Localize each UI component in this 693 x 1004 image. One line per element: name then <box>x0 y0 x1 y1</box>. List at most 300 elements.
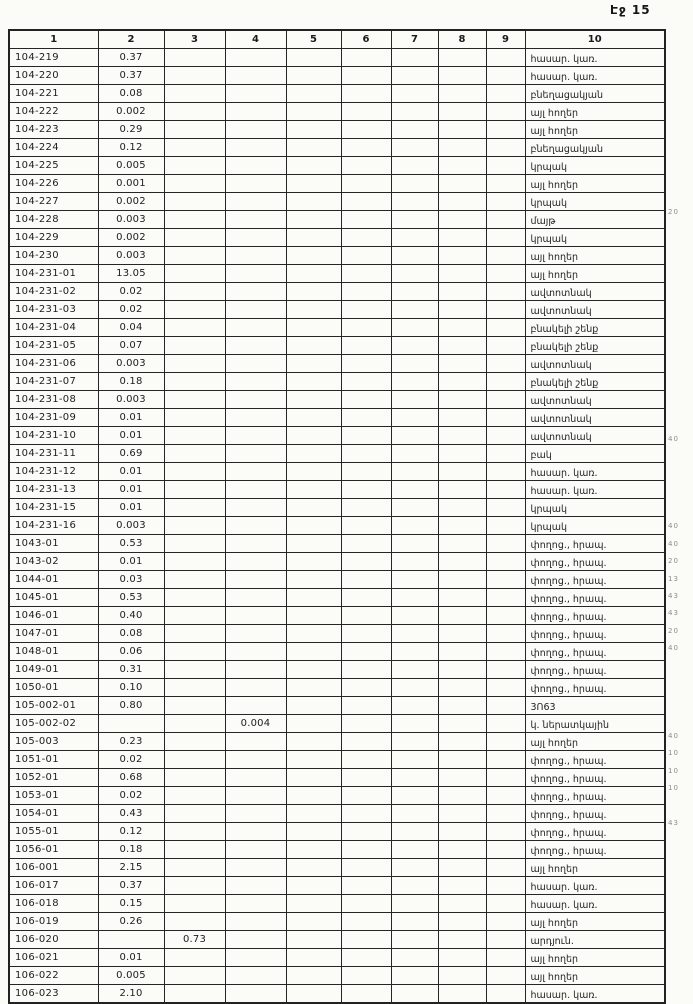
cell-land-use: կրպակ <box>525 229 665 247</box>
cell-code: 104-231-11 <box>9 445 98 463</box>
cell-col6-empty <box>341 607 391 625</box>
cell-col9-empty <box>486 643 525 661</box>
cell-code: 104-230 <box>9 247 98 265</box>
cell-col3-value <box>164 157 225 175</box>
cell-code: 104-224 <box>9 139 98 157</box>
cell-col5-empty <box>286 949 341 967</box>
cell-col2-value: 0.003 <box>98 391 164 409</box>
cell-col3-value <box>164 715 225 733</box>
cell-code: 106-001 <box>9 859 98 877</box>
cell-col4-value <box>225 859 286 877</box>
cell-col6-empty <box>341 913 391 931</box>
cell-col8-empty <box>438 949 486 967</box>
cell-col4-value <box>225 949 286 967</box>
cell-col3-value <box>164 211 225 229</box>
cell-land-use: այլ հողեր <box>525 265 665 283</box>
cell-col6-empty <box>341 571 391 589</box>
cell-col6-empty <box>341 859 391 877</box>
margin-note: 43 <box>668 609 679 618</box>
cell-col5-empty <box>286 715 341 733</box>
cell-col7-empty <box>391 571 438 589</box>
cell-col6-empty <box>341 67 391 85</box>
cell-col5-empty <box>286 463 341 481</box>
cell-col3-value <box>164 175 225 193</box>
table-row <box>9 229 665 247</box>
cell-col3-value <box>164 733 225 751</box>
cell-col4-value <box>225 67 286 85</box>
cell-code: 104-228 <box>9 211 98 229</box>
table-row <box>9 157 665 175</box>
cell-col9-empty <box>486 589 525 607</box>
cell-col2-value: 0.02 <box>98 787 164 805</box>
header-row <box>9 30 665 49</box>
cell-col7-empty <box>391 193 438 211</box>
cell-col3-value <box>164 373 225 391</box>
table-row <box>9 463 665 481</box>
cell-col8-empty <box>438 103 486 121</box>
cell-col4-value <box>225 769 286 787</box>
cell-col5-empty <box>286 247 341 265</box>
cell-col9-empty <box>486 769 525 787</box>
cell-col2-value: 0.01 <box>98 499 164 517</box>
cell-col4-value <box>225 85 286 103</box>
cell-col3-value <box>164 139 225 157</box>
cell-col8-empty <box>438 211 486 229</box>
cell-land-use: հասար. կառ. <box>525 49 665 67</box>
table-row <box>9 355 665 373</box>
cell-land-use: ավտոտնակ <box>525 427 665 445</box>
cell-land-use: բնակելի շենք <box>525 337 665 355</box>
cell-col3-value <box>164 625 225 643</box>
cell-col6-empty <box>341 193 391 211</box>
cell-col6-empty <box>341 643 391 661</box>
cell-col9-empty <box>486 499 525 517</box>
table-row <box>9 481 665 499</box>
cell-col3-value <box>164 859 225 877</box>
cell-col5-empty <box>286 787 341 805</box>
cell-col6-empty <box>341 517 391 535</box>
cell-col2-value: 0.18 <box>98 841 164 859</box>
cell-col8-empty <box>438 643 486 661</box>
cell-col5-empty <box>286 931 341 949</box>
cell-col7-empty <box>391 121 438 139</box>
cell-code: 105-003 <box>9 733 98 751</box>
cell-col9-empty <box>486 913 525 931</box>
cell-col8-empty <box>438 265 486 283</box>
cell-col2-value: 0.01 <box>98 427 164 445</box>
table-row <box>9 175 665 193</box>
cell-col8-empty <box>438 175 486 193</box>
cell-col2-value: 0.01 <box>98 409 164 427</box>
cell-col7-empty <box>391 931 438 949</box>
cell-col8-empty <box>438 391 486 409</box>
cell-col7-empty <box>391 463 438 481</box>
cell-col6-empty <box>341 985 391 1004</box>
cell-code: 1052-01 <box>9 769 98 787</box>
cell-col6-empty <box>341 409 391 427</box>
table-row <box>9 733 665 751</box>
cell-col6-empty <box>341 589 391 607</box>
cell-col8-empty <box>438 445 486 463</box>
cell-col5-empty <box>286 769 341 787</box>
cell-col3-value <box>164 895 225 913</box>
cell-col6-empty <box>341 499 391 517</box>
table-row <box>9 859 665 877</box>
cell-col7-empty <box>391 481 438 499</box>
cell-col5-empty <box>286 895 341 913</box>
cell-col9-empty <box>486 553 525 571</box>
cell-col7-empty <box>391 139 438 157</box>
cell-code: 1043-01 <box>9 535 98 553</box>
column-header: 6 <box>341 30 391 49</box>
cell-col2-value: 0.37 <box>98 67 164 85</box>
table-row <box>9 247 665 265</box>
cell-col9-empty <box>486 661 525 679</box>
cell-col7-empty <box>391 913 438 931</box>
cell-col8-empty <box>438 931 486 949</box>
cell-col9-empty <box>486 931 525 949</box>
margin-note: 20 <box>668 557 679 566</box>
cell-col9-empty <box>486 445 525 463</box>
cell-code: 105-002-01 <box>9 697 98 715</box>
cell-col8-empty <box>438 301 486 319</box>
cell-col7-empty <box>391 787 438 805</box>
cell-col7-empty <box>391 643 438 661</box>
table-row <box>9 895 665 913</box>
table-row <box>9 49 665 67</box>
margin-note: 20 <box>668 208 679 217</box>
table-row <box>9 589 665 607</box>
cell-col2-value: 0.003 <box>98 355 164 373</box>
margin-note: 43 <box>668 592 679 601</box>
cell-col4-value <box>225 805 286 823</box>
cell-col7-empty <box>391 823 438 841</box>
table-row <box>9 211 665 229</box>
cell-code: 1050-01 <box>9 679 98 697</box>
cell-col4-value <box>225 355 286 373</box>
cell-col6-empty <box>341 949 391 967</box>
cell-col3-value <box>164 679 225 697</box>
cell-col3-value <box>164 103 225 121</box>
column-header: 5 <box>286 30 341 49</box>
cell-land-use: փողոց., հրապ. <box>525 841 665 859</box>
cell-col4-value <box>225 283 286 301</box>
cell-col2-value: 0.003 <box>98 247 164 265</box>
cell-col5-empty <box>286 877 341 895</box>
cell-col8-empty <box>438 49 486 67</box>
cell-col9-empty <box>486 733 525 751</box>
cell-col9-empty <box>486 67 525 85</box>
cell-code: 1053-01 <box>9 787 98 805</box>
column-header: 7 <box>391 30 438 49</box>
cell-land-use: հասար. կառ. <box>525 895 665 913</box>
cell-code: 1051-01 <box>9 751 98 769</box>
cell-col2-value: 0.002 <box>98 229 164 247</box>
cell-code: 1056-01 <box>9 841 98 859</box>
cell-col5-empty <box>286 571 341 589</box>
table-row <box>9 949 665 967</box>
cell-col9-empty <box>486 463 525 481</box>
cell-col8-empty <box>438 697 486 715</box>
cell-col9-empty <box>486 895 525 913</box>
cell-col9-empty <box>486 211 525 229</box>
cell-col2-value: 0.80 <box>98 697 164 715</box>
cell-col7-empty <box>391 589 438 607</box>
cell-col7-empty <box>391 841 438 859</box>
cell-col9-empty <box>486 481 525 499</box>
cell-col5-empty <box>286 913 341 931</box>
cell-col3-value <box>164 949 225 967</box>
cell-col7-empty <box>391 859 438 877</box>
cell-col3-value <box>164 67 225 85</box>
cell-col5-empty <box>286 841 341 859</box>
cell-col5-empty <box>286 193 341 211</box>
cell-col5-empty <box>286 535 341 553</box>
cell-col3-value <box>164 499 225 517</box>
cell-col7-empty <box>391 661 438 679</box>
cell-col9-empty <box>486 949 525 967</box>
cell-col3-value <box>164 49 225 67</box>
cell-col5-empty <box>286 319 341 337</box>
cell-col4-value <box>225 265 286 283</box>
cell-col2-value: 0.12 <box>98 823 164 841</box>
cell-col9-empty <box>486 409 525 427</box>
cell-col4-value <box>225 985 286 1004</box>
cell-col6-empty <box>341 49 391 67</box>
cell-col6-empty <box>341 463 391 481</box>
cell-col5-empty <box>286 625 341 643</box>
table-row <box>9 643 665 661</box>
table-row <box>9 607 665 625</box>
cell-col3-value <box>164 481 225 499</box>
cell-code: 104-231-09 <box>9 409 98 427</box>
cell-land-use: ավտոտնակ <box>525 283 665 301</box>
cell-col5-empty <box>286 175 341 193</box>
cell-land-use: այլ հողեր <box>525 175 665 193</box>
cell-code: 104-231-15 <box>9 499 98 517</box>
cell-land-use: ավտոտնակ <box>525 301 665 319</box>
cell-col8-empty <box>438 877 486 895</box>
cell-code: 104-220 <box>9 67 98 85</box>
cell-col6-empty <box>341 679 391 697</box>
cell-col5-empty <box>286 985 341 1004</box>
cell-col4-value <box>225 463 286 481</box>
cell-col7-empty <box>391 607 438 625</box>
cell-col8-empty <box>438 805 486 823</box>
cell-col3-value <box>164 193 225 211</box>
cell-code: 104-231-12 <box>9 463 98 481</box>
cell-col5-empty <box>286 823 341 841</box>
cell-code: 106-020 <box>9 931 98 949</box>
cell-land-use: փողոց., հրապ. <box>525 661 665 679</box>
cell-col2-value: 0.01 <box>98 949 164 967</box>
cell-col7-empty <box>391 949 438 967</box>
cell-col4-value <box>225 571 286 589</box>
table-row <box>9 751 665 769</box>
cell-col8-empty <box>438 823 486 841</box>
cell-land-use: կրպակ <box>525 157 665 175</box>
cell-col6-empty <box>341 229 391 247</box>
cell-col3-value <box>164 319 225 337</box>
cell-col5-empty <box>286 607 341 625</box>
cell-col9-empty <box>486 247 525 265</box>
cell-code: 106-023 <box>9 985 98 1004</box>
cell-col5-empty <box>286 751 341 769</box>
cell-col7-empty <box>391 877 438 895</box>
cell-col7-empty <box>391 679 438 697</box>
table-row <box>9 139 665 157</box>
cell-col7-empty <box>391 625 438 643</box>
cell-col8-empty <box>438 121 486 139</box>
cell-land-use: փողոց., հրապ. <box>525 805 665 823</box>
cell-col2-value: 0.29 <box>98 121 164 139</box>
cell-col4-value <box>225 967 286 985</box>
cell-col9-empty <box>486 859 525 877</box>
cell-col7-empty <box>391 283 438 301</box>
cell-code: 106-017 <box>9 877 98 895</box>
cell-land-use: այլ հողեր <box>525 121 665 139</box>
cell-col6-empty <box>341 787 391 805</box>
cell-land-use: բնակելի շենք <box>525 373 665 391</box>
cell-col9-empty <box>486 337 525 355</box>
cell-col9-empty <box>486 373 525 391</box>
cell-col9-empty <box>486 229 525 247</box>
table-row <box>9 679 665 697</box>
cell-col4-value <box>225 643 286 661</box>
table-row <box>9 427 665 445</box>
cell-col3-value <box>164 661 225 679</box>
cell-col7-empty <box>391 355 438 373</box>
cell-col8-empty <box>438 427 486 445</box>
cell-col8-empty <box>438 841 486 859</box>
margin-note: 40 <box>668 522 679 531</box>
cell-land-use: փողոց., հրապ. <box>525 607 665 625</box>
cell-col8-empty <box>438 787 486 805</box>
margin-note: 40 <box>668 434 679 443</box>
cell-col9-empty <box>486 193 525 211</box>
cell-col9-empty <box>486 877 525 895</box>
cell-code: 104-226 <box>9 175 98 193</box>
cell-col9-empty <box>486 301 525 319</box>
cell-col2-value: 0.002 <box>98 103 164 121</box>
cell-code: 104-227 <box>9 193 98 211</box>
cell-col3-value <box>164 877 225 895</box>
table-row <box>9 301 665 319</box>
cell-col8-empty <box>438 661 486 679</box>
cell-col3-value <box>164 409 225 427</box>
cell-col5-empty <box>286 391 341 409</box>
cell-land-use: բնեղացակյան <box>525 85 665 103</box>
cell-col6-empty <box>341 427 391 445</box>
cell-col4-value <box>225 337 286 355</box>
cell-col3-value <box>164 805 225 823</box>
table-row <box>9 445 665 463</box>
cell-col5-empty <box>286 643 341 661</box>
cell-land-use: այլ հողեր <box>525 859 665 877</box>
cell-col2-value: 0.005 <box>98 967 164 985</box>
column-header: 9 <box>486 30 525 49</box>
cell-col4-value <box>225 175 286 193</box>
cell-col9-empty <box>486 823 525 841</box>
cell-code: 104-231-05 <box>9 337 98 355</box>
cell-col3-value <box>164 553 225 571</box>
cell-col5-empty <box>286 481 341 499</box>
cell-col7-empty <box>391 391 438 409</box>
cell-col9-empty <box>486 787 525 805</box>
cell-land-use: այլ հողեր <box>525 967 665 985</box>
cell-col6-empty <box>341 175 391 193</box>
cell-col5-empty <box>286 859 341 877</box>
table-row <box>9 967 665 985</box>
table-row <box>9 625 665 643</box>
cell-col5-empty <box>286 805 341 823</box>
cell-col3-value <box>164 607 225 625</box>
cell-col5-empty <box>286 67 341 85</box>
cell-col5-empty <box>286 697 341 715</box>
cell-code: 1047-01 <box>9 625 98 643</box>
margin-note: 10 <box>668 766 679 775</box>
cell-col6-empty <box>341 697 391 715</box>
cell-col4-value <box>225 409 286 427</box>
cell-land-use: այլ հողեր <box>525 733 665 751</box>
cell-col9-empty <box>486 49 525 67</box>
cell-code: 1046-01 <box>9 607 98 625</box>
cell-col9-empty <box>486 967 525 985</box>
cell-col8-empty <box>438 67 486 85</box>
cell-col6-empty <box>341 301 391 319</box>
cell-col2-value: 0.002 <box>98 193 164 211</box>
cell-code: 1055-01 <box>9 823 98 841</box>
cell-col9-empty <box>486 319 525 337</box>
cell-col9-empty <box>486 625 525 643</box>
cell-col6-empty <box>341 553 391 571</box>
cell-col6-empty <box>341 103 391 121</box>
table-row <box>9 409 665 427</box>
cell-code: 1049-01 <box>9 661 98 679</box>
cell-code: 104-231-10 <box>9 427 98 445</box>
table-row <box>9 787 665 805</box>
cell-col6-empty <box>341 931 391 949</box>
cell-col2-value: 0.02 <box>98 283 164 301</box>
page-number: Էջ 15 <box>610 3 651 17</box>
cell-col7-empty <box>391 211 438 229</box>
cell-col7-empty <box>391 175 438 193</box>
cell-col9-empty <box>486 427 525 445</box>
cell-col8-empty <box>438 283 486 301</box>
cell-col7-empty <box>391 445 438 463</box>
cell-col3-value <box>164 589 225 607</box>
cell-land-use: կ. ներատկային <box>525 715 665 733</box>
cell-col4-value <box>225 787 286 805</box>
cell-land-use: փողոց., հրապ. <box>525 589 665 607</box>
cell-col2-value: 0.07 <box>98 337 164 355</box>
cell-col8-empty <box>438 535 486 553</box>
cell-col2-value: 0.68 <box>98 769 164 787</box>
margin-note: 20 <box>668 626 679 635</box>
cell-col6-empty <box>341 481 391 499</box>
cell-col4-value <box>225 913 286 931</box>
cell-code: 1045-01 <box>9 589 98 607</box>
cell-land-use: հասար. կառ. <box>525 481 665 499</box>
cell-land-use: փողոց., հրապ. <box>525 787 665 805</box>
cell-col8-empty <box>438 517 486 535</box>
cell-col4-value <box>225 121 286 139</box>
cell-land-use: փողոց., հրապ. <box>525 571 665 589</box>
cell-code: 106-022 <box>9 967 98 985</box>
cell-col7-empty <box>391 67 438 85</box>
cell-col2-value: 0.18 <box>98 373 164 391</box>
cell-col4-value <box>225 553 286 571</box>
